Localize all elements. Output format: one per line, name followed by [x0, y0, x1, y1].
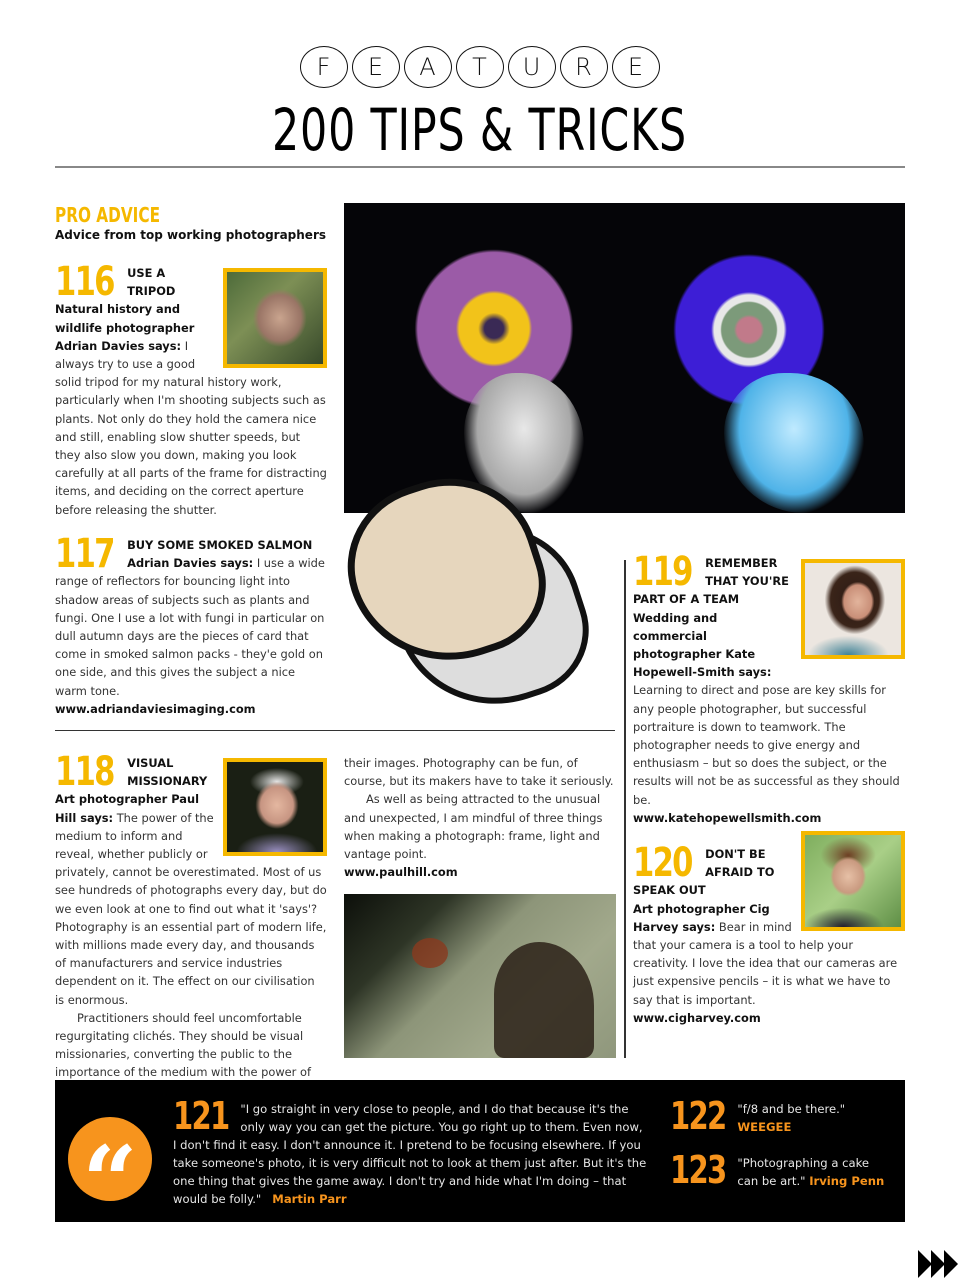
tip-118 — [55, 749, 327, 1082]
section-title: PRO ADVICE — [55, 203, 161, 227]
portrait-kate-hopewell-smith — [801, 559, 905, 659]
quote-text: "Photographing a cake can be art." — [737, 1156, 870, 1188]
tip-118-continued — [344, 754, 616, 881]
shadow-image — [344, 894, 616, 1058]
tip-attribution: Wedding and commercial photographer Kate Hopewell-Smith says: — [633, 610, 772, 680]
flower-stem-uv — [724, 373, 864, 513]
quote-number: 121 — [173, 1094, 229, 1138]
tip-number: 116 — [55, 259, 114, 305]
portrait-cig-harvey — [801, 831, 905, 931]
tip-attribution: Art photographer Paul Hill says: — [55, 792, 199, 825]
tip-heading: REMEMBER THAT YOU'RE PART OF A TEAM — [633, 556, 789, 607]
next-page-arrows-icon[interactable] — [918, 1250, 957, 1278]
kicker-letter: T — [456, 46, 504, 88]
kicker-letter: F — [300, 46, 348, 88]
tip-number: 119 — [633, 549, 692, 595]
tip-number: 117 — [55, 531, 114, 577]
quote-123 — [670, 1148, 885, 1192]
tip-heading: DON'T BE AFRAID TO SPEAK OUT — [633, 847, 775, 898]
header-divider — [55, 166, 905, 168]
flowers-image — [344, 203, 905, 513]
quote-text: "f/8 and be there." — [737, 1102, 846, 1116]
kicker-letter: A — [404, 46, 452, 88]
tip-body: I use a wide range of reflectors for bouncing light into shadow areas of subjects such as plants and fungi. One I use a lot with fungi in particular on dull autumn days are the pieces of card that come in smoked salmon packs - they'e gold on one side, and this gives the subject a nice warm tone. — [55, 556, 325, 698]
shadow-silhouette — [494, 942, 594, 1058]
column-divider-horizontal — [55, 730, 615, 731]
tip-117 — [55, 531, 329, 718]
quote-121 — [173, 1094, 648, 1208]
tip-116 — [55, 259, 327, 519]
quote-band — [55, 1080, 905, 1238]
tip-url[interactable]: www.katehopewellsmith.com — [633, 810, 822, 825]
tip-number: 120 — [633, 840, 692, 886]
portrait-paul-hill — [223, 758, 327, 856]
kicker-letter: R — [560, 46, 608, 88]
tip-body: I always try to use a good solid tripod for my natural history work, particularly when I'm shooting subjects such as plants. Not only do they hold the camera nice and still, enabling slow shutter speeds, but they also slow you down, making you look carefully at all parts of the frame for distracting items, and deciding on the correct aperture before releasing the shutter. — [55, 338, 327, 517]
tip-body: The power of the medium to inform and reveal, whether publicly or privately, cannot be overestimated. Most of us see hundreds of photographs every day, but do we even look at one to find out what it 'says'? Photography is an essential part of modern life, with millions made every day, and thousands of manufacturers and service industries dependent on it. The effect on our civilisation is enormous. — [55, 810, 327, 1007]
quote-number: 123 — [670, 1148, 726, 1192]
tip-url[interactable]: www.adriandaviesimaging.com — [55, 701, 256, 716]
quote-author: WEEGEE — [737, 1120, 792, 1134]
column-divider-vertical — [624, 560, 626, 1058]
tip-body: Learning to direct and pose are key skills for any people photographer, but successful portraiture is down to teamwork. The photographer needs to give energy and enthusiasm – but so does the subject, or the results will not be as successful as they should be. — [633, 683, 900, 807]
quote-author: Irving Penn — [809, 1174, 885, 1188]
tip-body: Bear in mind that your camera is a tool to help your creativity. I love the idea that our cameras are just expensive pencils – it is what we have to say that is important. — [633, 919, 898, 1007]
leaves — [412, 938, 448, 968]
tip-body-3: their images. Photography can be fun, of course, but its makers have to take it seriously. — [344, 756, 614, 789]
quote-number: 122 — [670, 1094, 726, 1138]
tip-120 — [633, 840, 905, 1027]
portrait-adrian-davies — [223, 268, 327, 368]
quote-author: Martin Parr — [272, 1192, 347, 1206]
section-subtitle: Advice from top working photographers — [55, 228, 327, 242]
tip-url[interactable]: www.paulhill.com — [344, 865, 458, 880]
tip-url[interactable]: www.cigharvey.com — [633, 1010, 761, 1025]
tip-body-2: Practitioners should feel uncomfortable regurgitating clichés. They should be visual missionaries, converting the public to the importance of the medium with the power of — [55, 1010, 311, 1080]
kicker-letter: E — [352, 46, 400, 88]
reflector-image — [348, 478, 588, 713]
quote-marks-icon: “ — [68, 1117, 152, 1201]
tip-heading: USE A TRIPOD — [127, 266, 176, 299]
tip-attribution: Natural history and wildlife photographer Adrian Davies says: — [55, 302, 195, 353]
quote-text: "I go straight in very close to people, and I do that because it's the only way you can get the picture. You go right up to them. Even now, I don't find it easy. I don't announce it. I pretend to be focusing elsewhere. If you take someone's photo, it is very difficult not to look at them just after. But it's the one thing that gives the game away. I don't try and hide what I'm doing – that would be folly." — [173, 1102, 647, 1206]
tip-heading: VISUAL MISSIONARY — [127, 756, 208, 789]
tip-attribution: Adrian Davies says: — [127, 556, 254, 571]
tip-heading: BUY SOME SMOKED SALMON — [127, 538, 313, 552]
tip-number: 118 — [55, 749, 114, 795]
kicker-letter: U — [508, 46, 556, 88]
feature-kicker — [0, 46, 959, 88]
tip-119 — [633, 549, 905, 827]
tip-attribution: Art photographer Cig Harvey says: — [633, 901, 770, 934]
quote-122 — [670, 1094, 870, 1138]
page-title: 200 TIPS & TRICKS — [272, 96, 687, 164]
kicker-letter: E — [612, 46, 660, 88]
tip-body-4: As well as being attracted to the unusual and unexpected, I am mindful of three things when making a photograph: frame, light and vantage point. — [344, 792, 603, 862]
